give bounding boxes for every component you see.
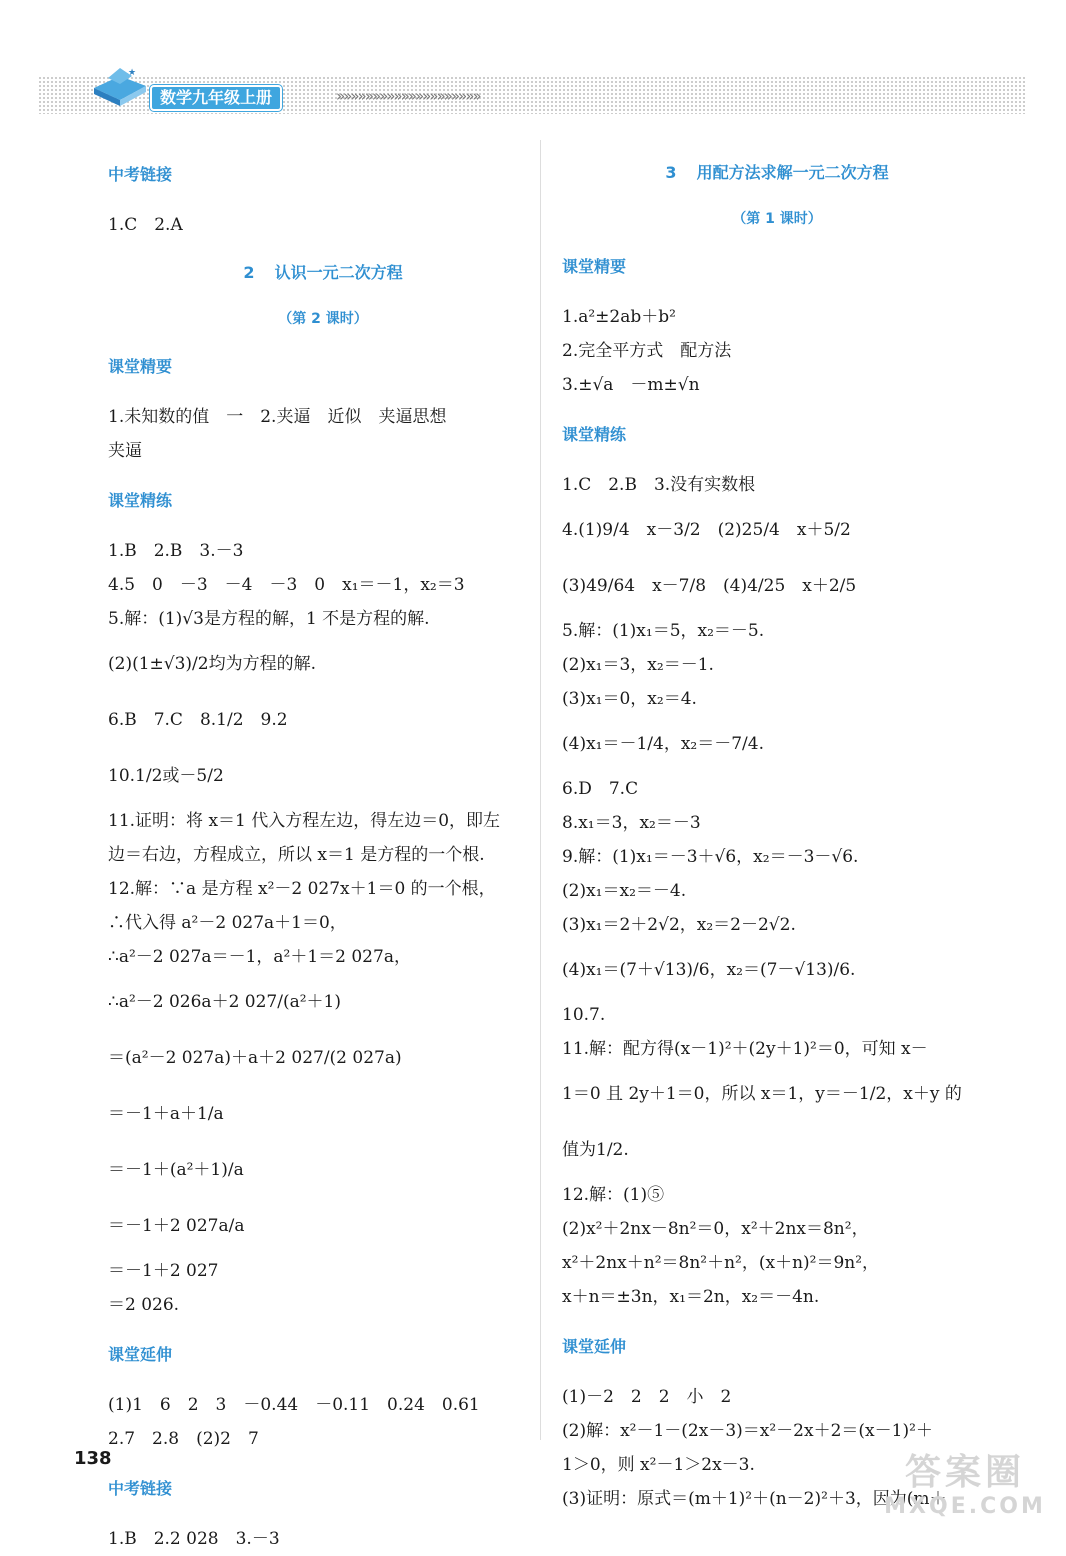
- answer-line: x＋n＝±3n，x₁＝2n，x₂＝－4n.: [562, 1287, 820, 1307]
- answer-line: 1.C 2.B 3.没有实数根: [562, 475, 756, 495]
- book-title-badge: 数学九年级上册: [150, 85, 282, 111]
- section-heading: 课堂精练: [108, 491, 173, 510]
- answer-line: 1.未知数的值 一 2.夹逼 近似 夹逼思想: [108, 407, 447, 427]
- answer-line: 9.解：(1)x₁＝－3＋√6，x₂＝－3－√6.: [562, 847, 859, 867]
- answer-line: 1.B 2.B 3.－3: [108, 541, 244, 561]
- answer-line: ＝－1＋2 027a/a: [108, 1216, 245, 1236]
- section-heading: 课堂延伸: [108, 1345, 173, 1364]
- answer-line: 夹逼: [108, 441, 142, 461]
- answer-line: 10.1/2或－5/2: [108, 766, 224, 786]
- section-heading: 中考链接: [108, 1479, 173, 1498]
- answer-line: 11.解：配方得(x－1)²＋(2y＋1)²＝0，可知 x－: [562, 1039, 928, 1059]
- svg-text:★: ★: [128, 68, 137, 78]
- answer-line: 5.解：(1)√3是方程的解，1 不是方程的解.: [108, 609, 430, 629]
- section-heading: 课堂精练: [562, 425, 627, 444]
- answer-line: (2)解：x²－1－(2x－3)＝x²－2x＋2＝(x－1)²＋: [562, 1421, 933, 1441]
- answer-line: (1)1 6 2 3 －0.44 －0.11 0.24 0.61: [108, 1395, 480, 1415]
- answer-line: 5.解：(1)x₁＝5，x₂＝－5.: [562, 621, 765, 641]
- right-column: [562, 142, 992, 1516]
- lesson-subtitle: （第 1 课时）: [732, 211, 822, 227]
- left-column: [108, 142, 538, 1556]
- watermark-logo: [870, 1452, 1060, 1532]
- answer-line: 1.B 2.2 028 3.－3: [108, 1529, 280, 1549]
- lesson-subtitle: （第 2 课时）: [278, 311, 368, 327]
- answer-line: 2.7 2.8 (2)2 7: [108, 1429, 259, 1449]
- answer-line: (2)(1±√3)/2均为方程的解.: [108, 654, 317, 674]
- answer-line: 1＝0 且 2y＋1＝0，所以 x＝1，y＝－1/2，x＋y 的: [562, 1084, 962, 1104]
- answer-line: 值为1/2.: [562, 1140, 629, 1160]
- chapter-title: 2 认识一元二次方程: [243, 263, 403, 282]
- answer-line: (3)49/64 x－7/8 (4)4/25 x＋2/5: [562, 576, 857, 596]
- answer-line: ＝－1＋a＋1/a: [108, 1104, 224, 1124]
- chapter-title: 3 用配方法求解一元二次方程: [665, 163, 889, 182]
- answer-line: ＝－1＋(a²＋1)/a: [108, 1160, 244, 1180]
- answer-line: 12.解：(1)⑤: [562, 1185, 665, 1205]
- answer-line: ∴a²－2 026a＋2 027/(a²＋1): [108, 992, 341, 1012]
- answer-line: 2.完全平方式 配方法: [562, 341, 732, 361]
- answer-line: 6.D 7.C: [562, 779, 639, 799]
- answer-line: 1＞0，则 x²－1＞2x－3.: [562, 1455, 755, 1475]
- page-number: 138: [74, 1448, 112, 1469]
- answer-line: 3.±√a －m±√n: [562, 375, 700, 395]
- page-header: [38, 68, 1026, 114]
- answer-line: (4)x₁＝－1/4，x₂＝－7/4.: [562, 734, 765, 754]
- answer-line: 4.5 0 －3 －4 －3 0 x₁＝－1，x₂＝3: [108, 575, 465, 595]
- answer-line: (3)x₁＝2＋2√2，x₂＝2－2√2.: [562, 915, 796, 935]
- book-icon: [90, 66, 150, 108]
- answer-line: 1.C 2.A: [108, 215, 183, 235]
- answer-line: 12.解：∵a 是方程 x²－2 027x＋1＝0 的一个根，: [108, 879, 496, 899]
- watermark-url: MXQE.COM: [884, 1494, 1046, 1519]
- answer-line: 边＝右边，方程成立，所以 x＝1 是方程的一个根.: [108, 845, 485, 865]
- answer-line: ∴代入得 a²－2 027a＋1＝0，: [108, 913, 347, 933]
- answer-line: 4.(1)9/4 x－3/2 (2)25/4 x＋5/2: [562, 520, 851, 540]
- column-divider: [540, 140, 541, 1440]
- answer-line: 1.a²±2ab＋b²: [562, 307, 676, 327]
- answer-line: (4)x₁＝(7＋√13)/6，x₂＝(7－√13)/6.: [562, 960, 856, 980]
- watermark-text: 答案圈: [904, 1452, 1025, 1493]
- answer-line: ∴a²－2 027a＝－1，a²＋1＝2 027a，: [108, 947, 411, 967]
- answer-line: ＝2 026.: [108, 1295, 180, 1315]
- section-heading: 课堂精要: [562, 257, 627, 276]
- answer-line: 6.B 7.C 8.1/2 9.2: [108, 710, 288, 730]
- answer-line: (3)x₁＝0，x₂＝4.: [562, 689, 697, 709]
- answer-line: ＝(a²－2 027a)＋a＋2 027/(2 027a): [108, 1048, 402, 1068]
- answer-line: (2)x₁＝x₂＝－4.: [562, 881, 687, 901]
- answer-line: 8.x₁＝3，x₂＝－3: [562, 813, 701, 833]
- answer-line: ＝－1＋2 027: [108, 1261, 219, 1281]
- answer-line: x²＋2nx＋n²＝8n²＋n²，(x＋n)²＝9n²，: [562, 1253, 880, 1273]
- section-heading: 课堂精要: [108, 357, 173, 376]
- section-heading: 课堂延伸: [562, 1337, 627, 1356]
- answer-line: 10.7.: [562, 1005, 606, 1025]
- section-heading: 中考链接: [108, 165, 173, 184]
- answer-line: (3)证明：原式＝(m＋1)²＋(n－2)²＋3，因为(m＋: [562, 1489, 947, 1509]
- answer-line: (2)x²＋2nx－8n²＝0，x²＋2nx＝8n²，: [562, 1219, 869, 1239]
- answer-line: (2)x₁＝3，x₂＝－1.: [562, 655, 714, 675]
- answer-line: (1)－2 2 2 小 2: [562, 1387, 732, 1407]
- decorative-arrows: »»»»»»»»»»»»»»»»»»»»: [336, 87, 480, 105]
- answer-line: 11.证明：将 x＝1 代入方程左边，得左边＝0，即左: [108, 811, 501, 831]
